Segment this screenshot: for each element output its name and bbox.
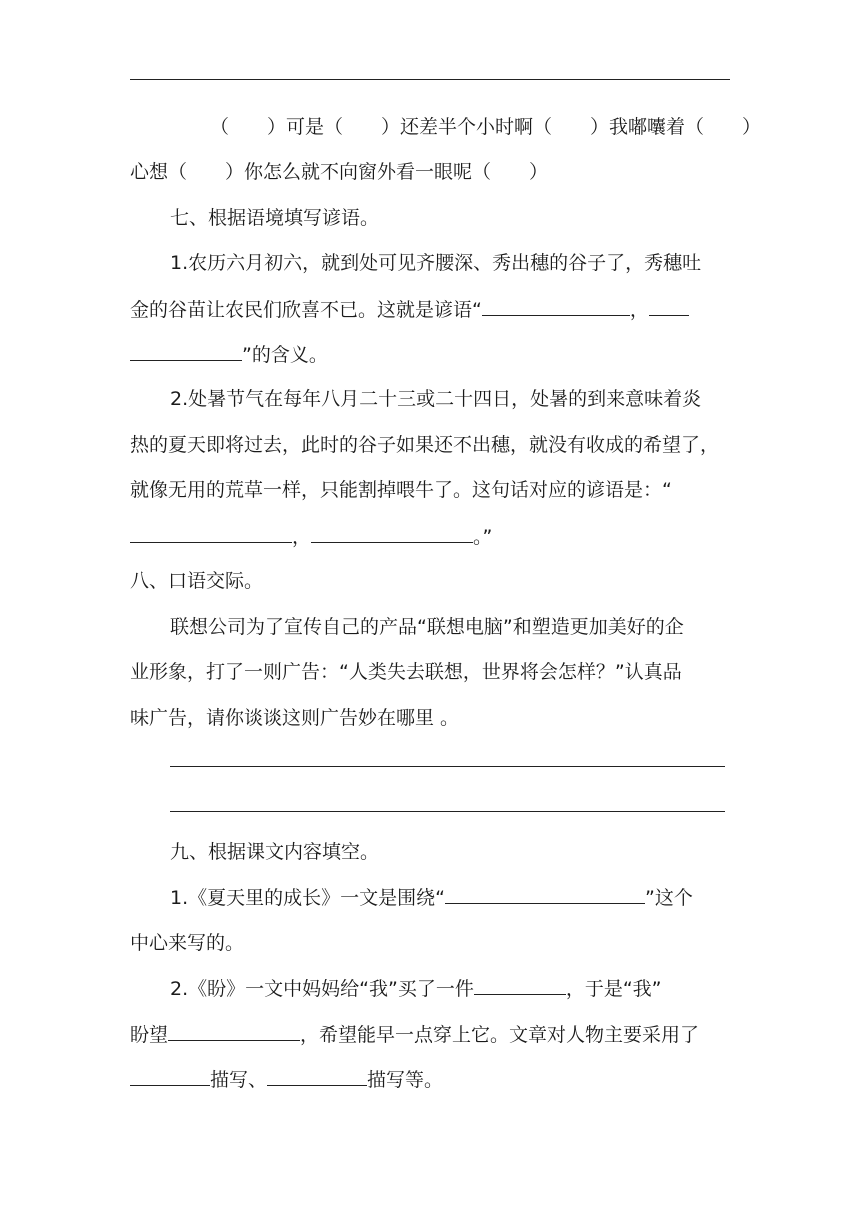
q9-1-line-1: [170, 885, 770, 910]
section-7-heading: 七、根据语境填写谚语。: [170, 207, 380, 229]
q7-1-blank-1[interactable]: [482, 297, 630, 316]
q7-2-blank-2[interactable]: [311, 524, 473, 543]
q7-1-line-2: [130, 297, 730, 322]
section-8-heading: 八、口语交际。: [130, 570, 264, 592]
answer-line-1[interactable]: [170, 766, 725, 767]
q7-2-text-b: 。”: [473, 526, 493, 548]
q9-2-blank-2[interactable]: [168, 1022, 300, 1041]
q9-1-blank[interactable]: [445, 885, 645, 904]
q7-1-text-b: ，: [629, 299, 649, 321]
q9-2-text-e: 描写、: [210, 1069, 268, 1091]
q9-1-text-a: 1.《夏天里的成长》一文是围绕“: [170, 887, 445, 909]
q7-2-line-4: [130, 524, 730, 549]
q9-2-text-c: 盼望: [130, 1024, 169, 1046]
punctuation-text-1: （ ）可是（ ）还差半个小时啊（ ）我嘟囔着（ ）: [210, 116, 762, 138]
q9-2-text-b: ，于是“我”: [565, 978, 662, 1000]
q9-2-text-d: ，希望能早一点穿上它。文章对人物主要采用了: [300, 1024, 700, 1046]
q7-2-line-1: 2.处暑节气在每年八月二十三或二十四日，处暑的到来意味着炎: [170, 388, 702, 410]
q9-2-line-2: [130, 1022, 730, 1047]
q9-2-text-a: 2.《盼》一文中妈妈给“我”买了一件: [170, 978, 474, 1000]
q7-1-text-a: 金的谷苗让农民们欣喜不已。这就是谚语“: [130, 299, 482, 321]
q7-1-blank-2b[interactable]: [130, 342, 242, 361]
q7-1-blank-2a[interactable]: [649, 297, 689, 316]
punctuation-line-1: [210, 115, 810, 139]
q9-2-line-3: [130, 1067, 730, 1092]
punctuation-text-2: 心想（ ）你怎么就不向窗外看一眼呢（ ）: [130, 161, 549, 183]
q7-2-text-a: ，: [292, 526, 312, 548]
q9-1-text-b: ”这个: [644, 887, 693, 909]
q7-2-line-2: 热的夏天即将过去，此时的谷子如果还不出穗，就没有收成的希望了，: [130, 434, 720, 456]
q9-2-text-f: 描写等。: [367, 1069, 444, 1091]
q9-2-line-1: [170, 976, 770, 1001]
section-9-heading: 九、根据课文内容填空。: [170, 841, 380, 863]
top-rule: [130, 79, 730, 80]
q9-2-blank-4[interactable]: [267, 1067, 367, 1086]
q9-2-blank-3[interactable]: [130, 1067, 210, 1086]
q7-2-line-3: 就像无用的荒草一样，只能割掉喂牛了。这句话对应的谚语是：“: [130, 479, 672, 501]
section-8-line-2: 业形象，打了一则广告：“人类失去联想，世界将会怎样？”认真品: [130, 661, 682, 683]
q7-2-blank-1[interactable]: [130, 524, 292, 543]
section-8-line-3: 味广告，请你谈谈这则广告妙在哪里 。: [130, 707, 460, 729]
q7-1-text-c: ”的含义。: [242, 344, 328, 366]
q9-2-blank-1[interactable]: [474, 976, 566, 995]
q7-1-line-1: 1.农历六月初六，就到处可见齐腰深、秀出穗的谷子了，秀穗吐: [170, 252, 702, 274]
q7-1-line-3: [130, 342, 730, 367]
answer-line-2[interactable]: [170, 811, 725, 812]
punctuation-line-2: [130, 160, 730, 184]
q9-1-line-2: 中心来写的。: [130, 932, 245, 954]
section-8-line-1: 联想公司为了宣传自己的产品“联想电脑”和塑造更加美好的企: [170, 616, 684, 638]
